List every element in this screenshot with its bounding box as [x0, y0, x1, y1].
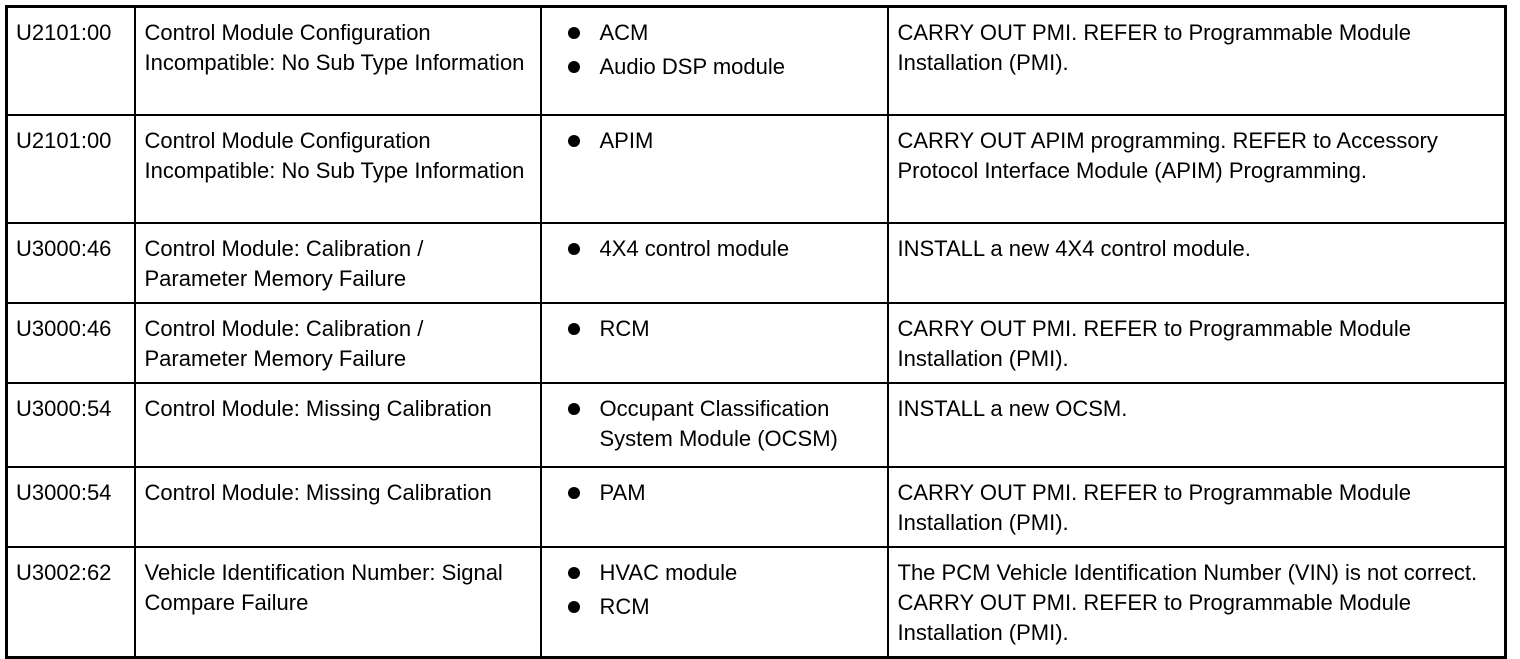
- module-list-cell: [541, 7, 888, 115]
- module-name: RCM: [599, 315, 650, 341]
- bullet-icon: [568, 567, 580, 579]
- table-row: [7, 223, 1506, 303]
- module-list-cell: [541, 223, 888, 303]
- dtc-table-body: [7, 7, 1506, 658]
- module-name: APIM: [599, 127, 654, 153]
- dtc-description-cell: Control Module: Calibration / Parameter Memory Failure: [135, 223, 541, 303]
- bullet-icon: [568, 487, 580, 499]
- module-list: [562, 394, 883, 454]
- module-list: [562, 126, 883, 156]
- module-name: ACM: [599, 20, 649, 45]
- module-list-cell: [541, 303, 888, 383]
- action-cell: CARRY OUT PMI. REFER to Programmable Module Installation (PMI).: [888, 467, 1506, 547]
- action-cell: CARRY OUT PMI. REFER to Programmable Module Installation (PMI).: [888, 303, 1506, 383]
- module-list-item: [562, 592, 883, 622]
- module-list-item: [562, 126, 883, 156]
- dtc-description-cell: Control Module Configuration Incompatible: No Sub Type Information: [135, 7, 541, 115]
- dtc-description-cell: Control Module: Missing Calibration: [135, 383, 541, 467]
- table-row: [7, 303, 1506, 383]
- module-list-cell: [541, 115, 888, 223]
- action-cell: The PCM Vehicle Identification Number (VIN) is not correct. CARRY OUT PMI. REFER to Programmable Module Installation (PMI).: [888, 547, 1506, 658]
- dtc-code-cell: U2101:00: [7, 115, 135, 223]
- module-list: [562, 18, 883, 82]
- module-name: Audio DSP module: [599, 54, 785, 79]
- module-list-item: [562, 478, 883, 508]
- table-row: [7, 115, 1506, 223]
- bullet-icon: [568, 601, 580, 613]
- module-list-item: [562, 558, 883, 588]
- module-list: [562, 234, 883, 264]
- module-list-item: [562, 234, 883, 264]
- action-cell: CARRY OUT PMI. REFER to Programmable Module Installation (PMI).: [888, 7, 1506, 115]
- bullet-icon: [568, 61, 580, 73]
- module-list-cell: [541, 383, 888, 467]
- dtc-code-cell: U3000:54: [7, 467, 135, 547]
- dtc-table: [5, 5, 1507, 659]
- bullet-icon: [568, 27, 580, 39]
- module-name: Occupant Classification System Module (OCSM): [599, 395, 838, 451]
- dtc-description-cell: Control Module Configuration Incompatible: No Sub Type Information: [135, 115, 541, 223]
- dtc-description-cell: Control Module: Missing Calibration: [135, 467, 541, 547]
- table-row: [7, 7, 1506, 115]
- module-list: [562, 558, 883, 622]
- table-row: [7, 467, 1506, 547]
- module-list-item: [562, 52, 883, 82]
- dtc-code-cell: U3002:62: [7, 547, 135, 658]
- dtc-code-cell: U2101:00: [7, 7, 135, 115]
- module-name: PAM: [599, 479, 646, 505]
- dtc-code-cell: U3000:46: [7, 223, 135, 303]
- bullet-icon: [568, 135, 580, 147]
- module-list: [562, 314, 883, 344]
- action-cell: INSTALL a new OCSM.: [888, 383, 1506, 467]
- module-name: HVAC module: [599, 559, 738, 585]
- module-list-item: [562, 314, 883, 344]
- bullet-icon: [568, 243, 580, 255]
- action-cell: CARRY OUT APIM programming. REFER to Accessory Protocol Interface Module (APIM) Programming.: [888, 115, 1506, 223]
- module-list-item: [562, 394, 883, 454]
- module-list-item: [562, 18, 883, 48]
- table-row: [7, 547, 1506, 658]
- bullet-icon: [568, 323, 580, 335]
- dtc-code-cell: U3000:54: [7, 383, 135, 467]
- dtc-code-cell: U3000:46: [7, 303, 135, 383]
- module-list-cell: [541, 547, 888, 658]
- module-list: [562, 478, 883, 508]
- module-name: 4X4 control module: [599, 235, 790, 261]
- table-row: [7, 383, 1506, 467]
- action-cell: INSTALL a new 4X4 control module.: [888, 223, 1506, 303]
- bullet-icon: [568, 403, 580, 415]
- dtc-description-cell: Vehicle Identification Number: Signal Compare Failure: [135, 547, 541, 658]
- module-list-cell: [541, 467, 888, 547]
- dtc-description-cell: Control Module: Calibration / Parameter Memory Failure: [135, 303, 541, 383]
- module-name: RCM: [599, 593, 650, 619]
